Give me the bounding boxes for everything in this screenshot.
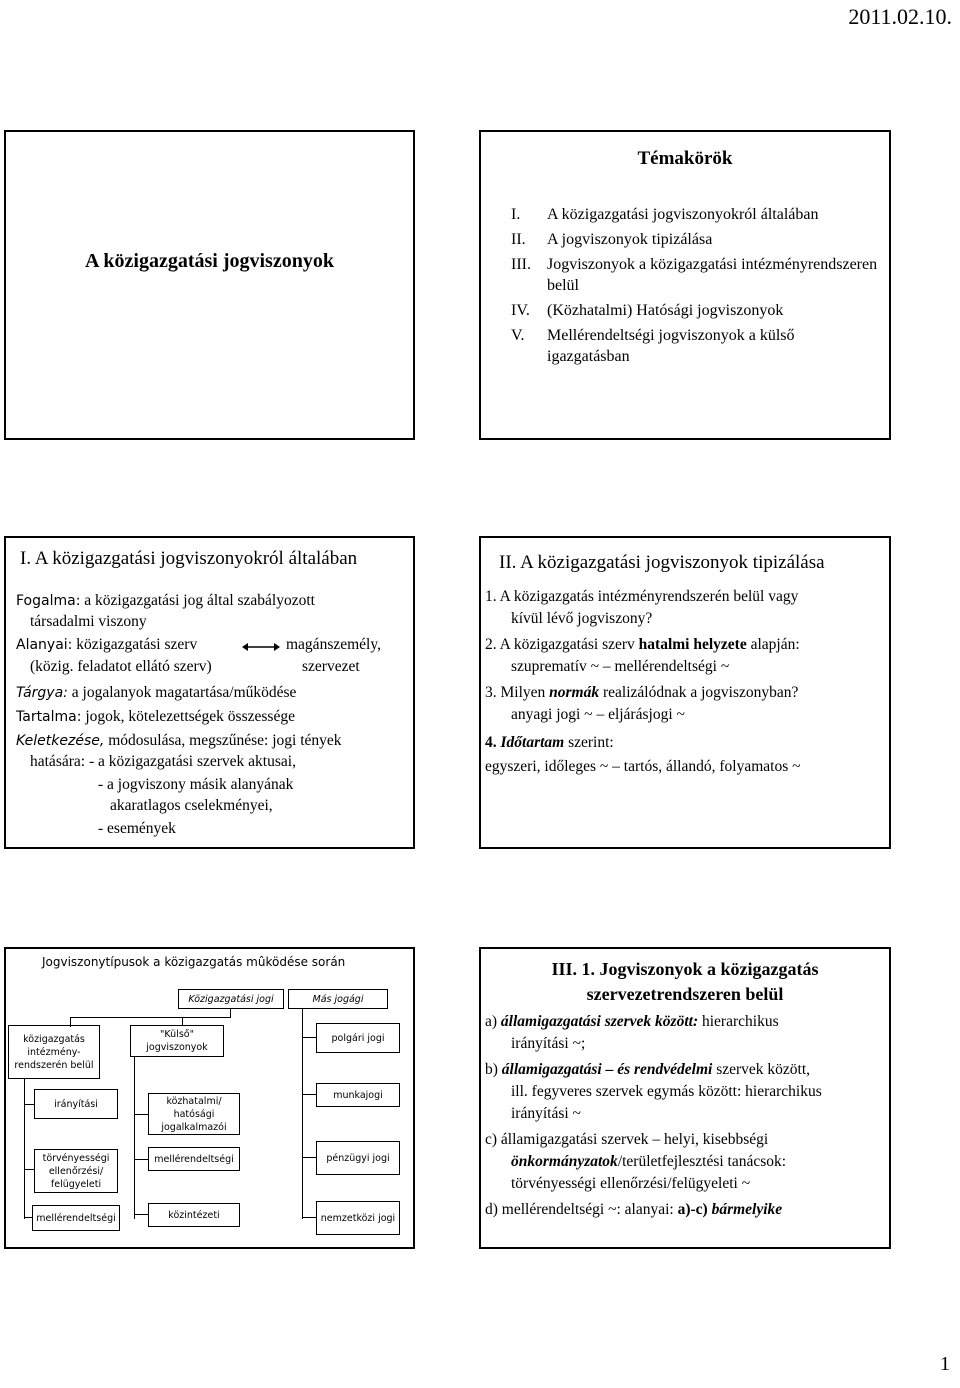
slide-general <box>4 536 415 849</box>
box-kozhatalmi: közhatalmi/ hatósági jogalkalmazói <box>148 1093 240 1135</box>
page-number: 1 <box>940 1353 950 1375</box>
int-b3: irányítási ~ <box>511 1105 581 1122</box>
box-polgari: polgári jogi <box>316 1023 400 1053</box>
typ-l1a: 1. A közigazgatás intézményrendszerén belül vagy <box>485 588 799 605</box>
slide-diagram <box>4 947 415 1249</box>
tartalma-line: Tartalma: jogok, kötelezettségek összessége <box>16 708 295 725</box>
keletkezese-line: Keletkezése, módosulása, megszűnése: jogi tények <box>16 732 342 749</box>
box-kozintezeti: közintézeti <box>148 1203 240 1227</box>
int-d: d) mellérendeltségi ~: alanyai: a)-c) bármelyike <box>485 1201 783 1218</box>
box-kozig-belul: közigazgatás intézmény-rendszerén belül <box>8 1025 100 1079</box>
masik-line: - a jogviszony másik alanyának <box>98 776 294 793</box>
typology-title: II. A közigazgatási jogviszonyok tipizálása <box>499 552 825 573</box>
general-title: I. A közigazgatási jogviszonyokról általában <box>20 548 358 569</box>
int-a1: a) államigazgatási szervek között: hierarchikus <box>485 1013 779 1030</box>
diagram-header: Jogviszonytípusok a közigazgatás mûködése során <box>42 955 346 969</box>
box-mas-jogagi: Más jogági <box>288 989 388 1009</box>
typ-l3a: 3. Milyen normák realizálódnak a jogviszonyban? <box>485 684 799 701</box>
internal-title: III. 1. Jogviszonyok a közigazgatás szervezetrendszeren belül <box>551 959 819 1004</box>
slide-title-text: A közigazgatási jogviszonyok <box>85 250 334 272</box>
fogalma-line: Fogalma: a közigazgatási jog által szabályozott <box>16 592 315 609</box>
box-kozig-jogi: Közigazgatási jogi <box>178 989 284 1009</box>
list-item: V. Mellérendeltségi jogviszonyok a külső igazgatásban <box>511 327 795 365</box>
double-arrow-icon <box>242 642 280 652</box>
alanyai-right2: szervezet <box>302 658 360 675</box>
int-c3: törvényességi ellenőrzési/felügyeleti ~ <box>511 1175 751 1192</box>
typ-l2b: szuprematív ~ – mellérendeltségi ~ <box>511 658 730 675</box>
list-item: III. Jogviszonyok a közigazgatási intézményrendszeren belül <box>511 256 878 294</box>
alanyai-line: Alanyai: közigazgatási szerv <box>16 636 198 653</box>
typ-l5: egyszeri, időleges ~ – tartós, állandó, folyamatos ~ <box>485 758 801 775</box>
box-penzugyi: pénzügyi jogi <box>316 1141 400 1175</box>
int-c1: c) államigazgatási szervek – helyi, kisebbségi <box>485 1131 769 1148</box>
esemenyek-line: - események <box>98 820 176 837</box>
fogalma-line2: társadalmi viszony <box>30 613 147 630</box>
box-mellerendeltsegi-2: mellérendeltségi <box>148 1147 240 1171</box>
akaratlagos-line: akaratlagos cselekményei, <box>110 797 273 814</box>
typ-l2a: 2. A közigazgatási szerv hatalmi helyzete alapján: <box>485 636 800 653</box>
int-c2: önkormányzatok/területfejlesztési tanácsok: <box>511 1153 787 1170</box>
alanyai-right: magánszemély, <box>286 636 381 653</box>
list-item: IV. (Közhatalmi) Hatósági jogviszonyok <box>511 302 784 319</box>
int-b1: b) államigazgatási – és rendvédelmi szervek között, <box>485 1061 811 1078</box>
header-date: 2011.02.10. <box>848 4 952 29</box>
list-item: I. A közigazgatási jogviszonyokról általában <box>511 206 819 223</box>
box-nemzetkozi: nemzetközi jogi <box>316 1201 400 1235</box>
list-item: II. A jogviszonyok tipizálása <box>511 231 713 248</box>
slide-topics <box>479 130 891 440</box>
targya-line: Tárgya: a jogalanyok magatartása/működése <box>16 684 297 701</box>
topics-title: Témakörök <box>637 148 733 169</box>
typ-l4: 4. Időtartam szerint: <box>485 734 614 751</box>
box-iranyitasi: irányítási <box>34 1089 118 1119</box>
hatasara-line: hatására: - a közigazgatási szervek aktusai, <box>30 753 296 770</box>
int-b2: ill. fegyveres szervek egymás között: hierarchikus <box>511 1083 822 1100</box>
slide-title <box>4 130 415 440</box>
typ-l1b: kívül lévő jogviszony? <box>511 610 653 627</box>
alanyai-left2: (közig. feladatot ellátó szerv) <box>30 658 212 675</box>
int-a2: irányítási ~; <box>511 1035 586 1052</box>
typ-l3b: anyagi jogi ~ – eljárásjogi ~ <box>511 706 685 723</box>
box-torvenyessegi: törvényességi ellenőrzési/ felügyeleti <box>34 1149 118 1193</box>
topics-list <box>511 204 881 371</box>
box-munkajogi: munkajogi <box>316 1083 400 1107</box>
box-mellerendeltsegi-1: mellérendeltségi <box>32 1205 120 1231</box>
slide-typology <box>479 536 891 849</box>
slide-internal <box>479 947 891 1249</box>
box-kulso: "Külső" jogviszonyok <box>130 1025 224 1057</box>
